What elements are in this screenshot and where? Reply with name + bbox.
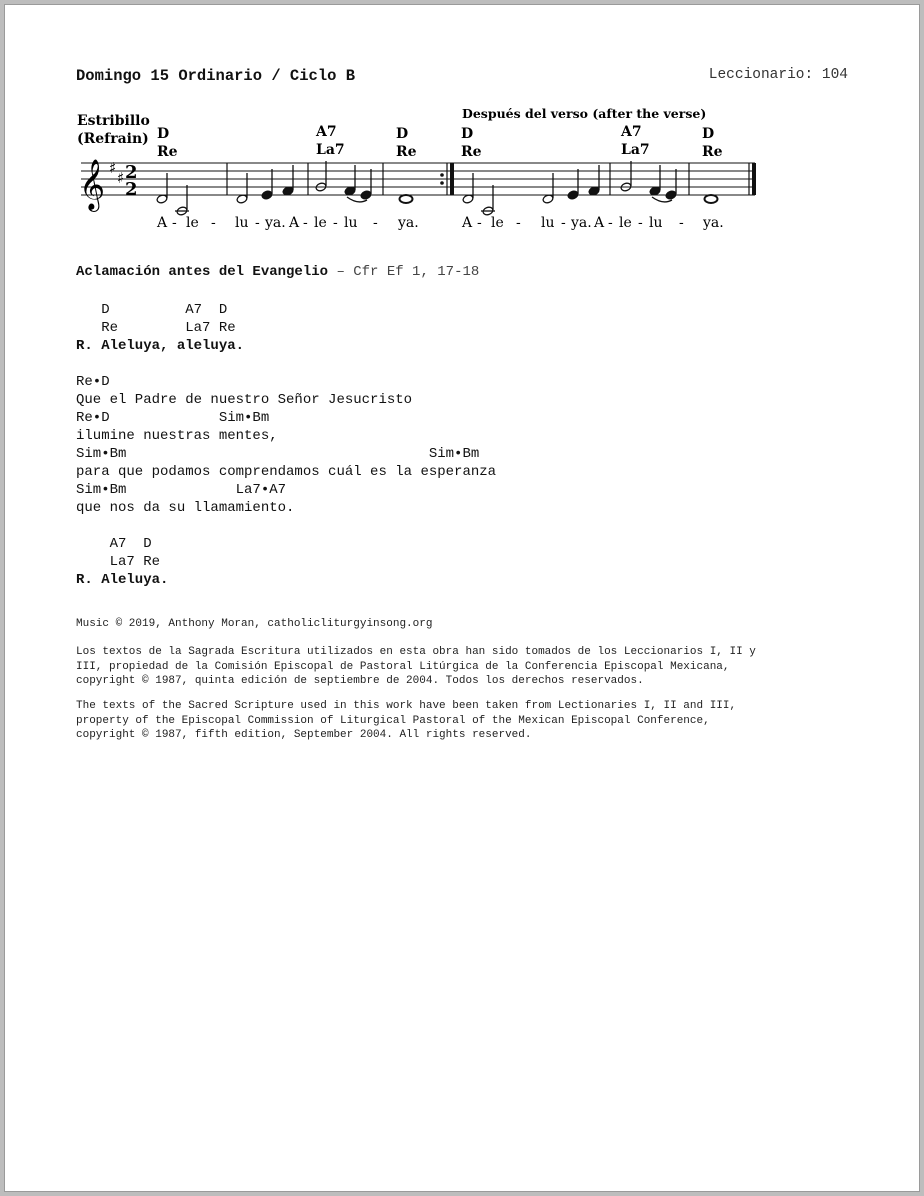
after-verse-label: Después del verso (after the verse) xyxy=(462,106,707,121)
lyric-syllable: lu xyxy=(344,215,358,231)
lyric-syllable: le xyxy=(314,215,327,231)
lyric-syllable: - xyxy=(172,215,177,231)
response-text: R. Aleluya. xyxy=(76,572,169,588)
lyric-syllable: - xyxy=(561,215,566,231)
lyric-syllable: lu xyxy=(541,215,555,231)
response-block-1 xyxy=(76,301,244,355)
chord-en-1: D xyxy=(157,126,170,142)
lyric-syllable: ya. xyxy=(703,215,724,231)
lyric-syllable: - xyxy=(608,215,613,231)
page-title: Domingo 15 Ordinario / Ciclo B xyxy=(76,67,356,85)
lyric-syllable: ya. xyxy=(265,215,286,231)
chord-en-5: A7 xyxy=(621,124,642,140)
copyright-en: The texts of the Sacred Scripture used in this work have been taken from Lectionaries I, II and III, property of the Episcopal Commission of Liturgical Pastoral of the Mexican Episcopal Conference, copyright © 1987, fifth edition, September 2004. All rights reserved. xyxy=(76,700,737,741)
sharp-icon: ♯ xyxy=(109,159,117,177)
lyric-syllable: - xyxy=(333,215,338,231)
lyric-syllable: A xyxy=(289,215,300,231)
acclamation-reference: – Cfr Ef 1, 17-18 xyxy=(328,264,480,280)
verse-line: para que podamos comprendamos cuál es la esperanza xyxy=(76,464,497,480)
verse-line: Que el Padre de nuestro Señor Jesucristo xyxy=(76,392,413,408)
lyric-syllable: - xyxy=(373,215,378,231)
chord-es-5: La7 xyxy=(621,142,650,158)
music-credit: Music © 2019, Anthony Moran, catholicliturgyinsong.org xyxy=(76,618,433,630)
chord-line: La7 Re xyxy=(76,554,161,570)
lyric-syllable: - xyxy=(516,215,521,231)
lyric-syllable: ya. xyxy=(398,215,419,231)
verse-line: ilumine nuestras mentes, xyxy=(76,428,278,444)
copyright-es: Los textos de la Sagrada Escritura utilizados en esta obra han sido tomados de los Leccionarios I, II y III, propiedad de la Comisión Episcopal de Pastoral Litúrgica de la Conferencia Episcopal Mexicana, copyright © 1987, quinta edición de septiembre de 2004. Todos los derechos reservados. xyxy=(76,646,756,687)
refrain-label-en: (Refrain) xyxy=(77,131,149,147)
lyric-syllable: le xyxy=(619,215,632,231)
chord-es-3: Re xyxy=(396,144,417,160)
chord-en-3: D xyxy=(396,126,409,142)
lyric-syllable: ya. xyxy=(571,215,592,231)
notes-refrain xyxy=(156,161,412,216)
chord-en-2: A7 xyxy=(316,124,337,140)
chord-line: Re La7 Re xyxy=(76,320,236,336)
lyric-syllable: - xyxy=(303,215,308,231)
verse-block xyxy=(76,373,496,517)
page xyxy=(4,4,920,1192)
chord-line: Re•D Sim•Bm xyxy=(76,410,270,426)
acclamation-heading xyxy=(76,263,479,281)
chord-es-1: Re xyxy=(157,144,178,160)
lyric-syllable: - xyxy=(638,215,643,231)
lyric-syllable: - xyxy=(477,215,482,231)
chord-en-6: D xyxy=(702,126,715,142)
time-signature-icon: 2 xyxy=(125,179,138,200)
lyric-syllable: - xyxy=(255,215,260,231)
treble-clef-icon: 𝄞 xyxy=(79,159,106,210)
response-block-2 xyxy=(76,535,168,589)
chord-line: Re•D xyxy=(76,374,110,390)
music-staff xyxy=(75,101,765,236)
lyric-syllable: A xyxy=(594,215,605,231)
chord-es-4: Re xyxy=(461,144,482,160)
chord-line: Sim•Bm La7•A7 xyxy=(76,482,287,498)
sharp-icon: ♯ xyxy=(117,169,125,187)
lyric-syllable: lu xyxy=(235,215,249,231)
chord-line: D A7 D xyxy=(76,302,228,318)
time-signature-icon: 2 xyxy=(125,162,138,183)
acclamation-title: Aclamación antes del Evangelio xyxy=(76,264,329,280)
refrain-label: Estribillo xyxy=(77,113,150,129)
lyric-syllable: - xyxy=(679,215,684,231)
lyric-syllable: A xyxy=(157,215,168,231)
verse-line: que nos da su llamamiento. xyxy=(76,500,295,516)
lectionary-number: Leccionario: 104 xyxy=(708,67,848,83)
chord-line: A7 D xyxy=(76,536,152,552)
lyric-syllable: - xyxy=(211,215,216,231)
lyric-syllable: le xyxy=(186,215,199,231)
lyric-syllable: lu xyxy=(649,215,663,231)
lyric-syllable: A xyxy=(462,215,473,231)
chord-en-4: D xyxy=(461,126,474,142)
chord-line: Sim•Bm Sim•Bm xyxy=(76,446,480,462)
response-text: R. Aleluya, aleluya. xyxy=(76,338,245,354)
lyric-syllable: le xyxy=(491,215,504,231)
chord-es-2: La7 xyxy=(316,142,345,158)
chord-es-6: Re xyxy=(702,144,723,160)
notes-after-verse xyxy=(462,161,717,216)
